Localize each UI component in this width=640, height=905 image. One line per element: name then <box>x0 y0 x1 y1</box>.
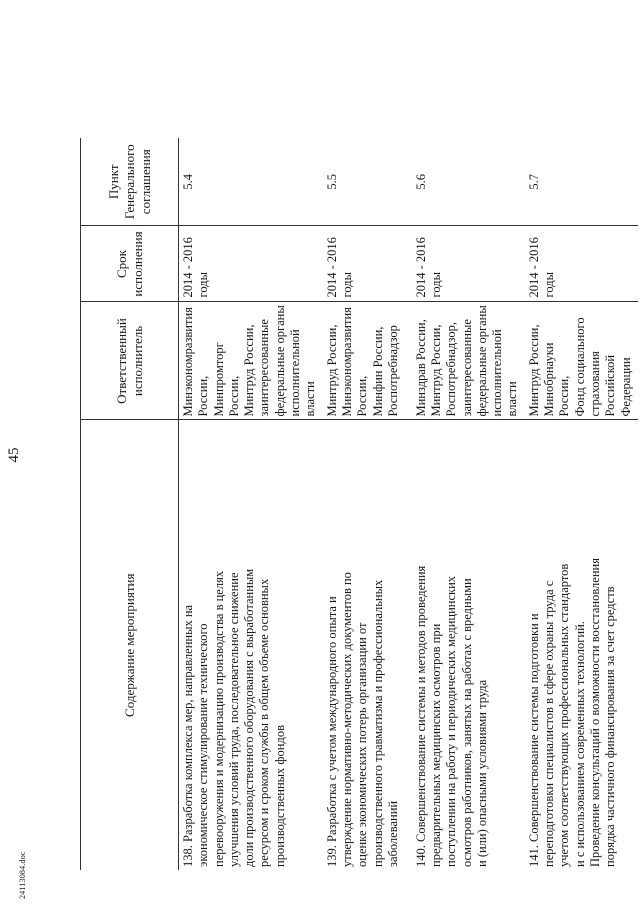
header-executor: Ответственный исполнитель <box>81 302 179 420</box>
row-point: 5.6 <box>412 138 525 226</box>
table-row <box>179 138 323 870</box>
page-number: 45 <box>6 447 22 463</box>
row-executor: Минздрав России, Минтруд России, Роспотребнадзор, заинтересованные федеральные органы исполнительной власти <box>412 302 525 420</box>
header-term: Срок исполнения <box>81 226 179 302</box>
header-content: Содержание мероприятия <box>81 420 179 870</box>
measures-table <box>80 138 638 870</box>
row-executor: Минтруд России, Минэкономразвития России, Минфин России, Роспотребнадзор <box>323 302 412 420</box>
row-content: 141. Совершенствование системы подготовки и переподготовки специалистов в сфере охраны труда с учетом соответствующих профессиональных стандартов и с использованием современных технологий. Проведение консультаций о возможности восстановления порядка частичного финансирования за счет средств <box>526 558 618 867</box>
row-content: 139. Разработка с учетом международного опыта и утверждение нормативно-методических документов по оценке экономических потерь организации от производственного травматизма и профессиональных заболеваний <box>324 572 400 867</box>
row-point: 5.4 <box>179 138 323 226</box>
row-content: 140. Совершенствование системы и методов проведения предварительных медицинских осмотров при поступлении на работу и периодических медицинских осмотров работников, занятых на работах с вредными и (или) опасными условиями труда <box>413 565 489 867</box>
row-point: 5.7 <box>525 138 638 226</box>
row-term: 2014 - 2016 годы <box>179 226 323 302</box>
row-executor: Минэкономразвития России, Минпромторг России, Минтруд России, заинтересованные федеральные органы исполнительной власти <box>179 302 323 420</box>
row-term: 2014 - 2016 годы <box>323 226 412 302</box>
row-term: 2014 - 2016 годы <box>525 226 638 302</box>
row-term: 2014 - 2016 годы <box>412 226 525 302</box>
table-row <box>323 138 412 870</box>
document-code: 24113084.doc <box>18 851 27 899</box>
table-header-row <box>81 138 179 870</box>
row-executor: Минтруд России, Минобрнауки России, Фонд социального страхования Российской Федерации <box>525 302 638 420</box>
table-row <box>525 138 638 870</box>
table-row <box>412 138 525 870</box>
header-point: Пункт Генерального соглашения <box>81 138 179 226</box>
row-point: 5.5 <box>323 138 412 226</box>
row-content: 138. Разработка комплекса мер, направленных на экономическое стимулирование технического перевооружения и модернизацию производства в целях улучшения условий труда, последовательное снижение доли производственного оборудования с выработанным ресурсом и сроком службы в общем объеме основных производственных фондов <box>181 568 287 867</box>
